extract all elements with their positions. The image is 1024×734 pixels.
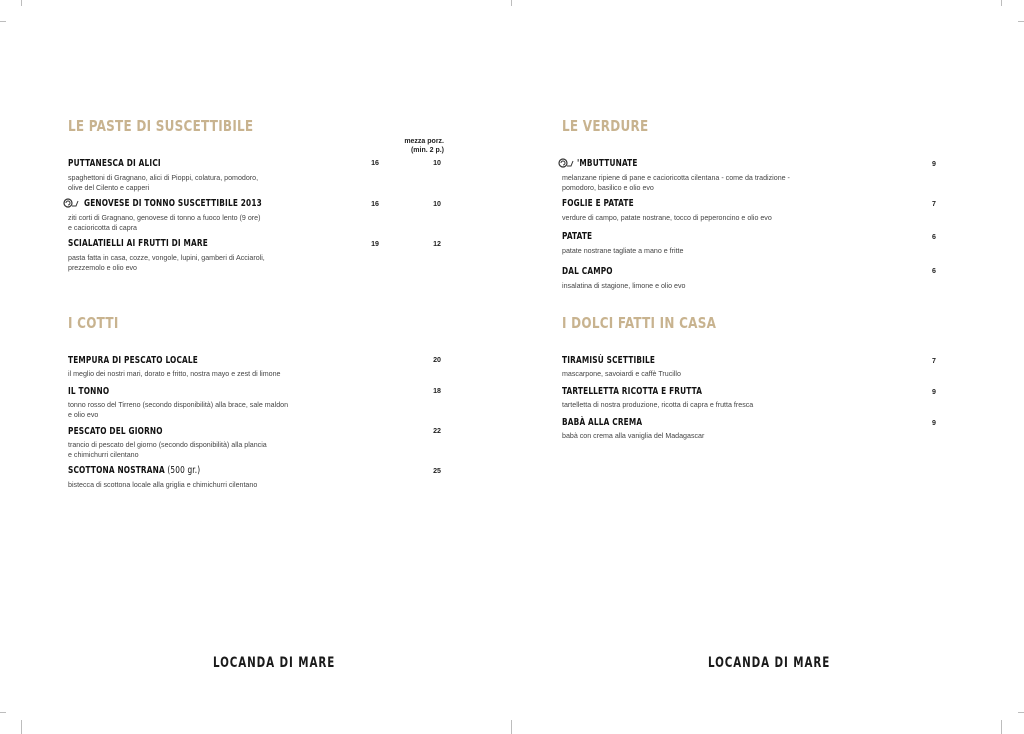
dish-description: ziti corti di Gragnano, genovese di tonno a fuoco lento (9 ore) e cacioricotta di capra: [68, 214, 261, 232]
crop-mark: [0, 21, 6, 22]
crop-mark: [21, 720, 22, 734]
crop-mark: [0, 712, 6, 713]
dish-name: GENOVESE DI TONNO SUSCETTIBILE 2013: [84, 198, 262, 209]
crop-mark: [511, 0, 512, 6]
dish-name: 'MBUTTUNATE: [577, 158, 638, 169]
dish-price: 7: [932, 357, 936, 365]
dish-description: trancio di pescato del giorno (secondo disponibilità) alla plancia e chimichurri cilentano: [68, 441, 267, 459]
dish-price: 18: [433, 387, 441, 395]
dish-description: patate nostrane tagliate a mano e fritte: [562, 247, 684, 255]
restaurant-name-footer: LOCANDA DI MARE: [708, 655, 831, 671]
dish-half-price: 10: [433, 200, 441, 208]
section-title-dolci: I DOLCI FATTI IN CASA: [562, 314, 717, 332]
dish-price: 22: [433, 427, 441, 435]
half-portion-header: mezza porz. (min. 2 p.): [404, 138, 444, 154]
dish-name: TIRAMISÙ SCETTIBILE: [562, 355, 656, 366]
dish-description: insalatina di stagione, limone e olio evo: [562, 282, 686, 290]
dish-description: bistecca di scottona locale alla griglia e chimichurri cilentano: [68, 481, 258, 489]
crop-mark: [1001, 0, 1002, 6]
section-title-verdure: LE VERDURE: [562, 117, 649, 135]
dish-price: 6: [932, 233, 936, 241]
dish-price: 19: [371, 240, 379, 248]
dish-price: 16: [371, 200, 379, 208]
dish-name: PATATE: [562, 231, 593, 242]
crop-mark: [1018, 21, 1024, 22]
dish-name: DAL CAMPO: [562, 266, 613, 277]
dish-description: mascarpone, savoiardi e caffè Trucillo: [562, 370, 681, 378]
dish-half-price: 10: [433, 159, 441, 167]
dish-price: 6: [932, 267, 936, 275]
dish-description: verdure di campo, patate nostrane, tocco di peperoncino e olio evo: [562, 214, 772, 222]
crop-mark: [511, 720, 512, 734]
dish-name: SCOTTONA NOSTRANA (500 gr.): [68, 465, 201, 476]
dish-name: BABÀ ALLA CREMA: [562, 417, 643, 428]
snail-icon: [558, 158, 574, 168]
dish-description: tonno rosso del Tirreno (secondo disponibilità) alla brace, sale maldon e olio evo: [68, 401, 289, 419]
dish-price: 9: [932, 419, 936, 427]
section-title-cotti: I COTTI: [68, 314, 119, 332]
dish-name: IL TONNO: [68, 386, 110, 397]
section-title-paste: LE PASTE DI SUSCETTIBILE: [68, 117, 254, 135]
dish-name: TEMPURA DI PESCATO LOCALE: [68, 355, 198, 366]
crop-mark: [1018, 712, 1024, 713]
snail-icon: [63, 198, 79, 208]
dish-price: 9: [932, 388, 936, 396]
dish-description: melanzane ripiene di pane e cacioricotta cilentana - come da tradizione - pomodoro, basilico e olio evo: [562, 174, 790, 192]
dish-price: 7: [932, 200, 936, 208]
dish-price: 9: [932, 160, 936, 168]
dish-name: PUTTANESCA DI ALICI: [68, 158, 161, 169]
dish-description: spaghettoni di Gragnano, alici di Pioppi, colatura, pomodoro, olive del Cilento e capperi: [68, 174, 259, 192]
crop-mark: [1001, 720, 1002, 734]
dish-name: PESCATO DEL GIORNO: [68, 426, 163, 437]
dish-name: FOGLIE E PATATE: [562, 198, 634, 209]
dish-description: babà con crema alla vaniglia del Madagascar: [562, 432, 705, 440]
dish-description: pasta fatta in casa, cozze, vongole, lupini, gamberi di Acciaroli, prezzemolo e olio evo: [68, 254, 265, 272]
dish-price: 20: [433, 356, 441, 364]
dish-price: 25: [433, 467, 441, 475]
dish-half-price: 12: [433, 240, 441, 248]
dish-description: il meglio dei nostri mari, dorato e fritto, nostra mayo e zest di limone: [68, 370, 281, 378]
crop-mark: [21, 0, 22, 6]
dish-name: TARTELLETTA RICOTTA E FRUTTA: [562, 386, 703, 397]
dish-price: 16: [371, 159, 379, 167]
dish-name: SCIALATIELLI AI FRUTTI DI MARE: [68, 238, 208, 249]
dish-description: tartelletta di nostra produzione, ricotta di capra e frutta fresca: [562, 401, 754, 409]
restaurant-name-footer: LOCANDA DI MARE: [213, 655, 336, 671]
